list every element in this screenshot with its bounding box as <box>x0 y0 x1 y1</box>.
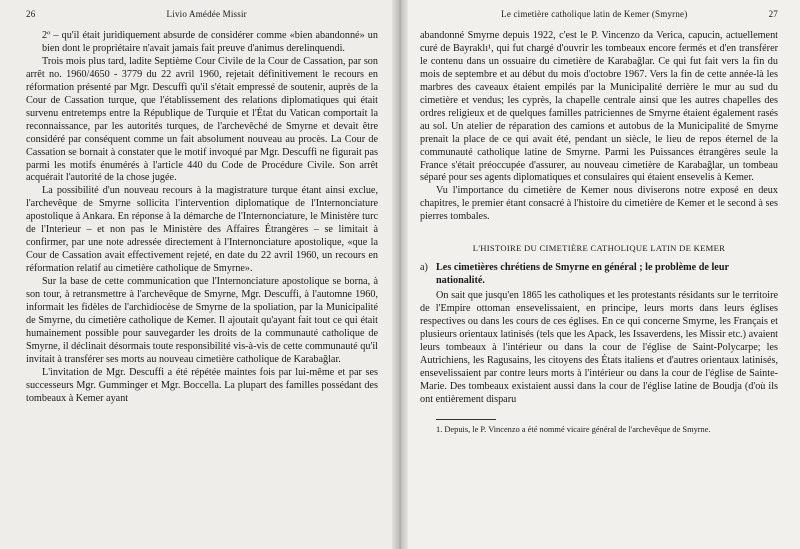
paragraph: abandonné Smyrne depuis 1922, c'est le P. Vincenzo da Verica, capucin, actuellement curé de Bayraklı¹, qui fut chargé d'ouvrir les tombeaux encore fermés et d'en transférer le contenu dans un ossuaire du cimetière de Karabağlar. Ce qui fut fait vers la fin du mois de septembre et au début du mois d'octobre 1967. Vers la fin de cette année-là les marbres des caveaux étaient empilés par la Municipalité derrière le mur au sud du cimetière et vendus; les cyprès, la chapelle centrale ainsi que les autres chapelles des ordres religieux et de quelques familles patriciennes de Smyrne étaient également rasés au sol. Un atelier de réparation des camions et autobus de la Municipalité de Smyrne prenait la place de ce qui avait été, pendant un siècle, le lieu de repos éternel de la communauté catholique latine de Smyrne. Parmi les Puissances étrangères seule la France s'était préoccupée d'assurer, au nouveau cimetière de Karabağlar, un tombeau séparé pour ses agents diplomatiques et consulaires qui étaient ensevelis à Kemer. <box>420 30 778 184</box>
right-page-header <box>420 8 778 20</box>
section-title: L'HISTOIRE DU CIMETIÈRE CATHOLIQUE LATIN DE KEMER <box>472 243 726 254</box>
right-page-number: 27 <box>768 9 778 19</box>
footnote-divider <box>436 419 496 420</box>
right-page-body <box>420 30 778 435</box>
right-running-head: Le cimetière catholique latin de Kemer (Smyrne) <box>501 9 688 19</box>
paragraph: Trois mois plus tard, ladite Septième Cour Civile de la Cour de Cassation, par son arrêt no. 1960/4650 - 3779 du 22 avril 1960, rejetait définitivement le recours en réformation présenté par Mgr. Descuffi qu'il s'était empressé de soutenir, auprès de la Cour de Cassation turque, que l'établissement des relations diplomatiques qui était survenu entretemps entre la République de Turquie et l'État du Vatican comportait la reconnaissance, par les autorités turques, de l'archevêché de Smyrne et devait être considéré par conséquent comme un fait absolument nouveau au procès. La Cour de Cassation se bornait à constater que le motif invoqué par Mgr. Descuffi ne figurait pas parmi les motifs énumérés à l'article 440 du Code de Procédure Civile. Son arrêt acquérait l'autorité de la chose jugée. <box>26 55 378 184</box>
left-page-body <box>26 30 378 406</box>
paragraph: La possibilité d'un nouveau recours à la magistrature turque étant ainsi exclue, l'archevêque de Smyrne sollicita l'intervention diplomatique de l'Internonciature apostolique à Ankara. En réponse à la démarche de l'Internonciature, le Ministère turc de l'Interieur – et non pas le Ministère des Affaires Étrangères – se limitait à confirmer, par une note adressée directement à l'Internonciature apostolique, «que la Cour de Cassation avait effectivement rejeté, en date du 22 avril 1960, un recours en réformation relatif au cimetière catholique de Smyrne». <box>26 185 378 275</box>
subsection-heading <box>420 262 778 288</box>
left-page-header <box>26 8 378 20</box>
paragraph: L'invitation de Mgr. Descuffi a été répétée maintes fois par lui-même et par ses successeurs Mgr. Gumminger et Mgr. Boccella. La plupart des familles possédant des tombeaux à Kemer ayant <box>26 366 378 404</box>
footnote: 1. Depuis, le P. Vincenzo a été nommé vicaire général de l'archevêque de Smyrne. <box>436 424 711 434</box>
left-page <box>0 0 398 549</box>
right-page <box>400 0 800 549</box>
paragraph: On sait que jusqu'en 1865 les catholiques et les protestants résidants sur le territoire de l'Empire ottoman ensevelissaient, en principe, leurs morts dans leurs églises respectives ou dans les cours de ces églises. En ce qui concerne Smyrne, les Français et plusieurs orientaux latinisés (tels que les Apack, les Issaverdens, les Missir etc.) avaient leurs tombeaux à l'intérieur ou dans la cour de l'église de Saint-Polycarpe; les Autrichiens, les Ragusains, les citoyens des États italiens et d'autres orientaux latinisés, ensevelissaient par contre leurs morts à l'intérieur ou dans la cour de l'église de Sainte-Marie. Des tombeaux existaient aussi dans la cour de l'église latine de Boudja (d'où ils ont entièrement disparu <box>420 290 778 405</box>
paragraph: Sur la base de cette communication que l'Internonciature apostolique se borna, à son tour, à retransmettre à l'archevêque de Smyrne, Mgr. Descuffi, à l'automne 1960, informait les fidèles de l'archidiocèse de Smyrne de la spoliation, par la Municipalité de Smyrne, du cimetière catholique de Kemer. Il ajoutait qu'ayant fait tout ce qui était humainement possible pour sauvegarder les droits de la communauté catholique de Smyrne, il déclinait désormais toute responsibilité vis-à-vis de cette communauté qu'il invitait à transférer ses morts au nouveau cimetière catholique de Karabağlar. <box>26 276 378 365</box>
subsection-title: Les cimetières chrétiens de Smyrne en général ; le problème de leur nationalité. <box>436 262 729 287</box>
left-page-number: 26 <box>26 9 36 19</box>
subsection-letter: a) <box>420 262 428 274</box>
paragraph: Vu l'importance du cimetière de Kemer nous diviserons notre exposé en deux chapitres, le premier étant consacré à l'histoire du cimetière de Kemer et le second à ses pierres tombales. <box>420 185 778 223</box>
paragraph: 2º – qu'il était juridiquement absurde de considérer comme «bien abandonné» un bien dont le propriétaire n'avait jamais fait preuve d'animus derelinquendi. <box>42 30 378 54</box>
book-gutter <box>392 0 408 549</box>
left-running-head: Livio Amédée Missir <box>166 9 247 19</box>
